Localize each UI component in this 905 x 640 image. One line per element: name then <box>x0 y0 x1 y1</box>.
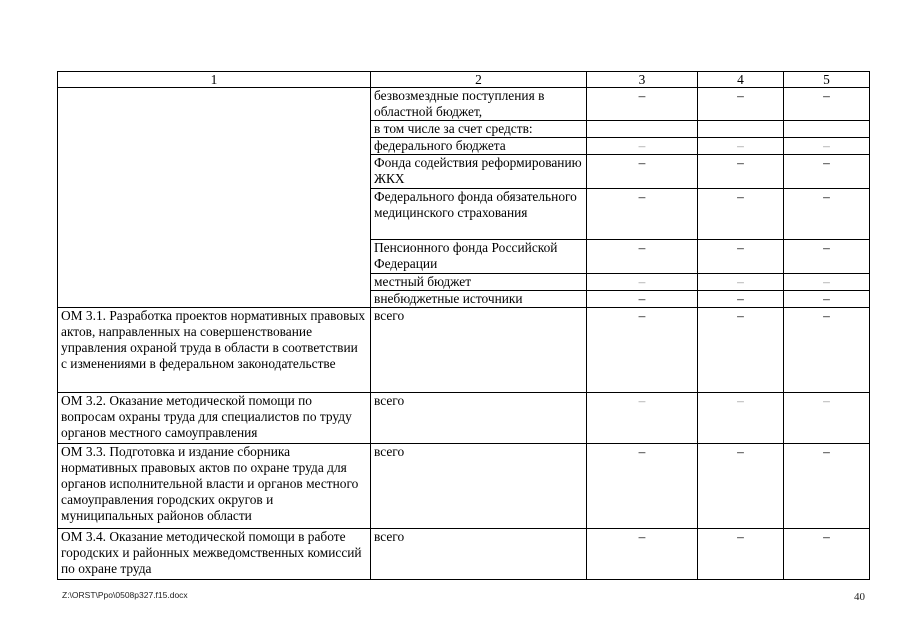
value-col-5: – <box>784 444 870 529</box>
value-col-4: – <box>698 189 784 240</box>
header-col-1: 1 <box>58 72 371 88</box>
value-col-4: – <box>698 529 784 580</box>
value-col-3: – <box>587 189 698 240</box>
table-row <box>58 444 870 529</box>
table-row <box>58 88 870 121</box>
header-col-5: 5 <box>784 72 870 88</box>
source-label: внебюджетные источники <box>371 291 587 308</box>
table-row <box>58 393 870 444</box>
value-col-3: – <box>587 308 698 393</box>
value-col-4: – <box>698 240 784 274</box>
header-col-2: 2 <box>371 72 587 88</box>
value-col-5: – <box>784 529 870 580</box>
source-label: всего <box>371 529 587 580</box>
value-col-5: – <box>784 189 870 240</box>
value-col-3: – <box>587 393 698 444</box>
value-col-5: – <box>784 88 870 121</box>
value-col-3: – <box>587 529 698 580</box>
value-col-5: – <box>784 393 870 444</box>
value-col-5 <box>784 121 870 138</box>
value-col-4: – <box>698 308 784 393</box>
value-col-3: – <box>587 274 698 291</box>
source-label: местный бюджет <box>371 274 587 291</box>
source-label: Пенсионного фонда Российской Федерации <box>371 240 587 274</box>
measure-cell-continued <box>58 88 371 308</box>
source-label: федерального бюджета <box>371 138 587 155</box>
measure-name: ОМ 3.4. Оказание методической помощи в работе городских и районных межведомственных комиссий по охране труда <box>58 529 371 580</box>
source-label: Федерального фонда обязательного медицинского страхования <box>371 189 587 240</box>
table-row <box>58 529 870 580</box>
source-label: в том числе за счет средств: <box>371 121 587 138</box>
value-col-3: – <box>587 291 698 308</box>
measure-name: ОМ 3.3. Подготовка и издание сборника нормативных правовых актов по охране труда для органов исполнительной власти и органов местного самоуправления городских округов и муниципальных районов области <box>58 444 371 529</box>
value-col-3: – <box>587 240 698 274</box>
value-col-3: – <box>587 155 698 189</box>
value-col-4: – <box>698 291 784 308</box>
funding-table <box>57 71 870 580</box>
value-col-4 <box>698 121 784 138</box>
value-col-4: – <box>698 88 784 121</box>
source-label: всего <box>371 393 587 444</box>
measure-name: ОМ 3.1. Разработка проектов нормативных правовых актов, направленных на совершенствование управления охраной труда в области в соответствии с изменениями в федеральном законодательстве <box>58 308 371 393</box>
value-col-3: – <box>587 444 698 529</box>
source-label: безвозмездные поступления в областной бюджет, <box>371 88 587 121</box>
value-col-4: – <box>698 274 784 291</box>
value-col-4: – <box>698 155 784 189</box>
value-col-4: – <box>698 138 784 155</box>
value-col-5: – <box>784 274 870 291</box>
value-col-5: – <box>784 291 870 308</box>
table-row <box>58 308 870 393</box>
source-label: всего <box>371 444 587 529</box>
value-col-5: – <box>784 155 870 189</box>
value-col-3: – <box>587 138 698 155</box>
header-col-4: 4 <box>698 72 784 88</box>
measure-name: ОМ 3.2. Оказание методической помощи по вопросам охраны труда для специалистов по труду органов местного самоуправления <box>58 393 371 444</box>
value-col-5: – <box>784 240 870 274</box>
value-col-5: – <box>784 308 870 393</box>
value-col-3 <box>587 121 698 138</box>
header-col-3: 3 <box>587 72 698 88</box>
header-row <box>58 72 870 88</box>
value-col-4: – <box>698 393 784 444</box>
page-number: 40 <box>854 591 865 603</box>
source-label: Фонда содействия реформированию ЖКХ <box>371 155 587 189</box>
value-col-3: – <box>587 88 698 121</box>
source-label: всего <box>371 308 587 393</box>
file-path-footer: Z:\ORST\Ppo\0508p327.f15.docx <box>62 590 188 600</box>
value-col-5: – <box>784 138 870 155</box>
value-col-4: – <box>698 444 784 529</box>
